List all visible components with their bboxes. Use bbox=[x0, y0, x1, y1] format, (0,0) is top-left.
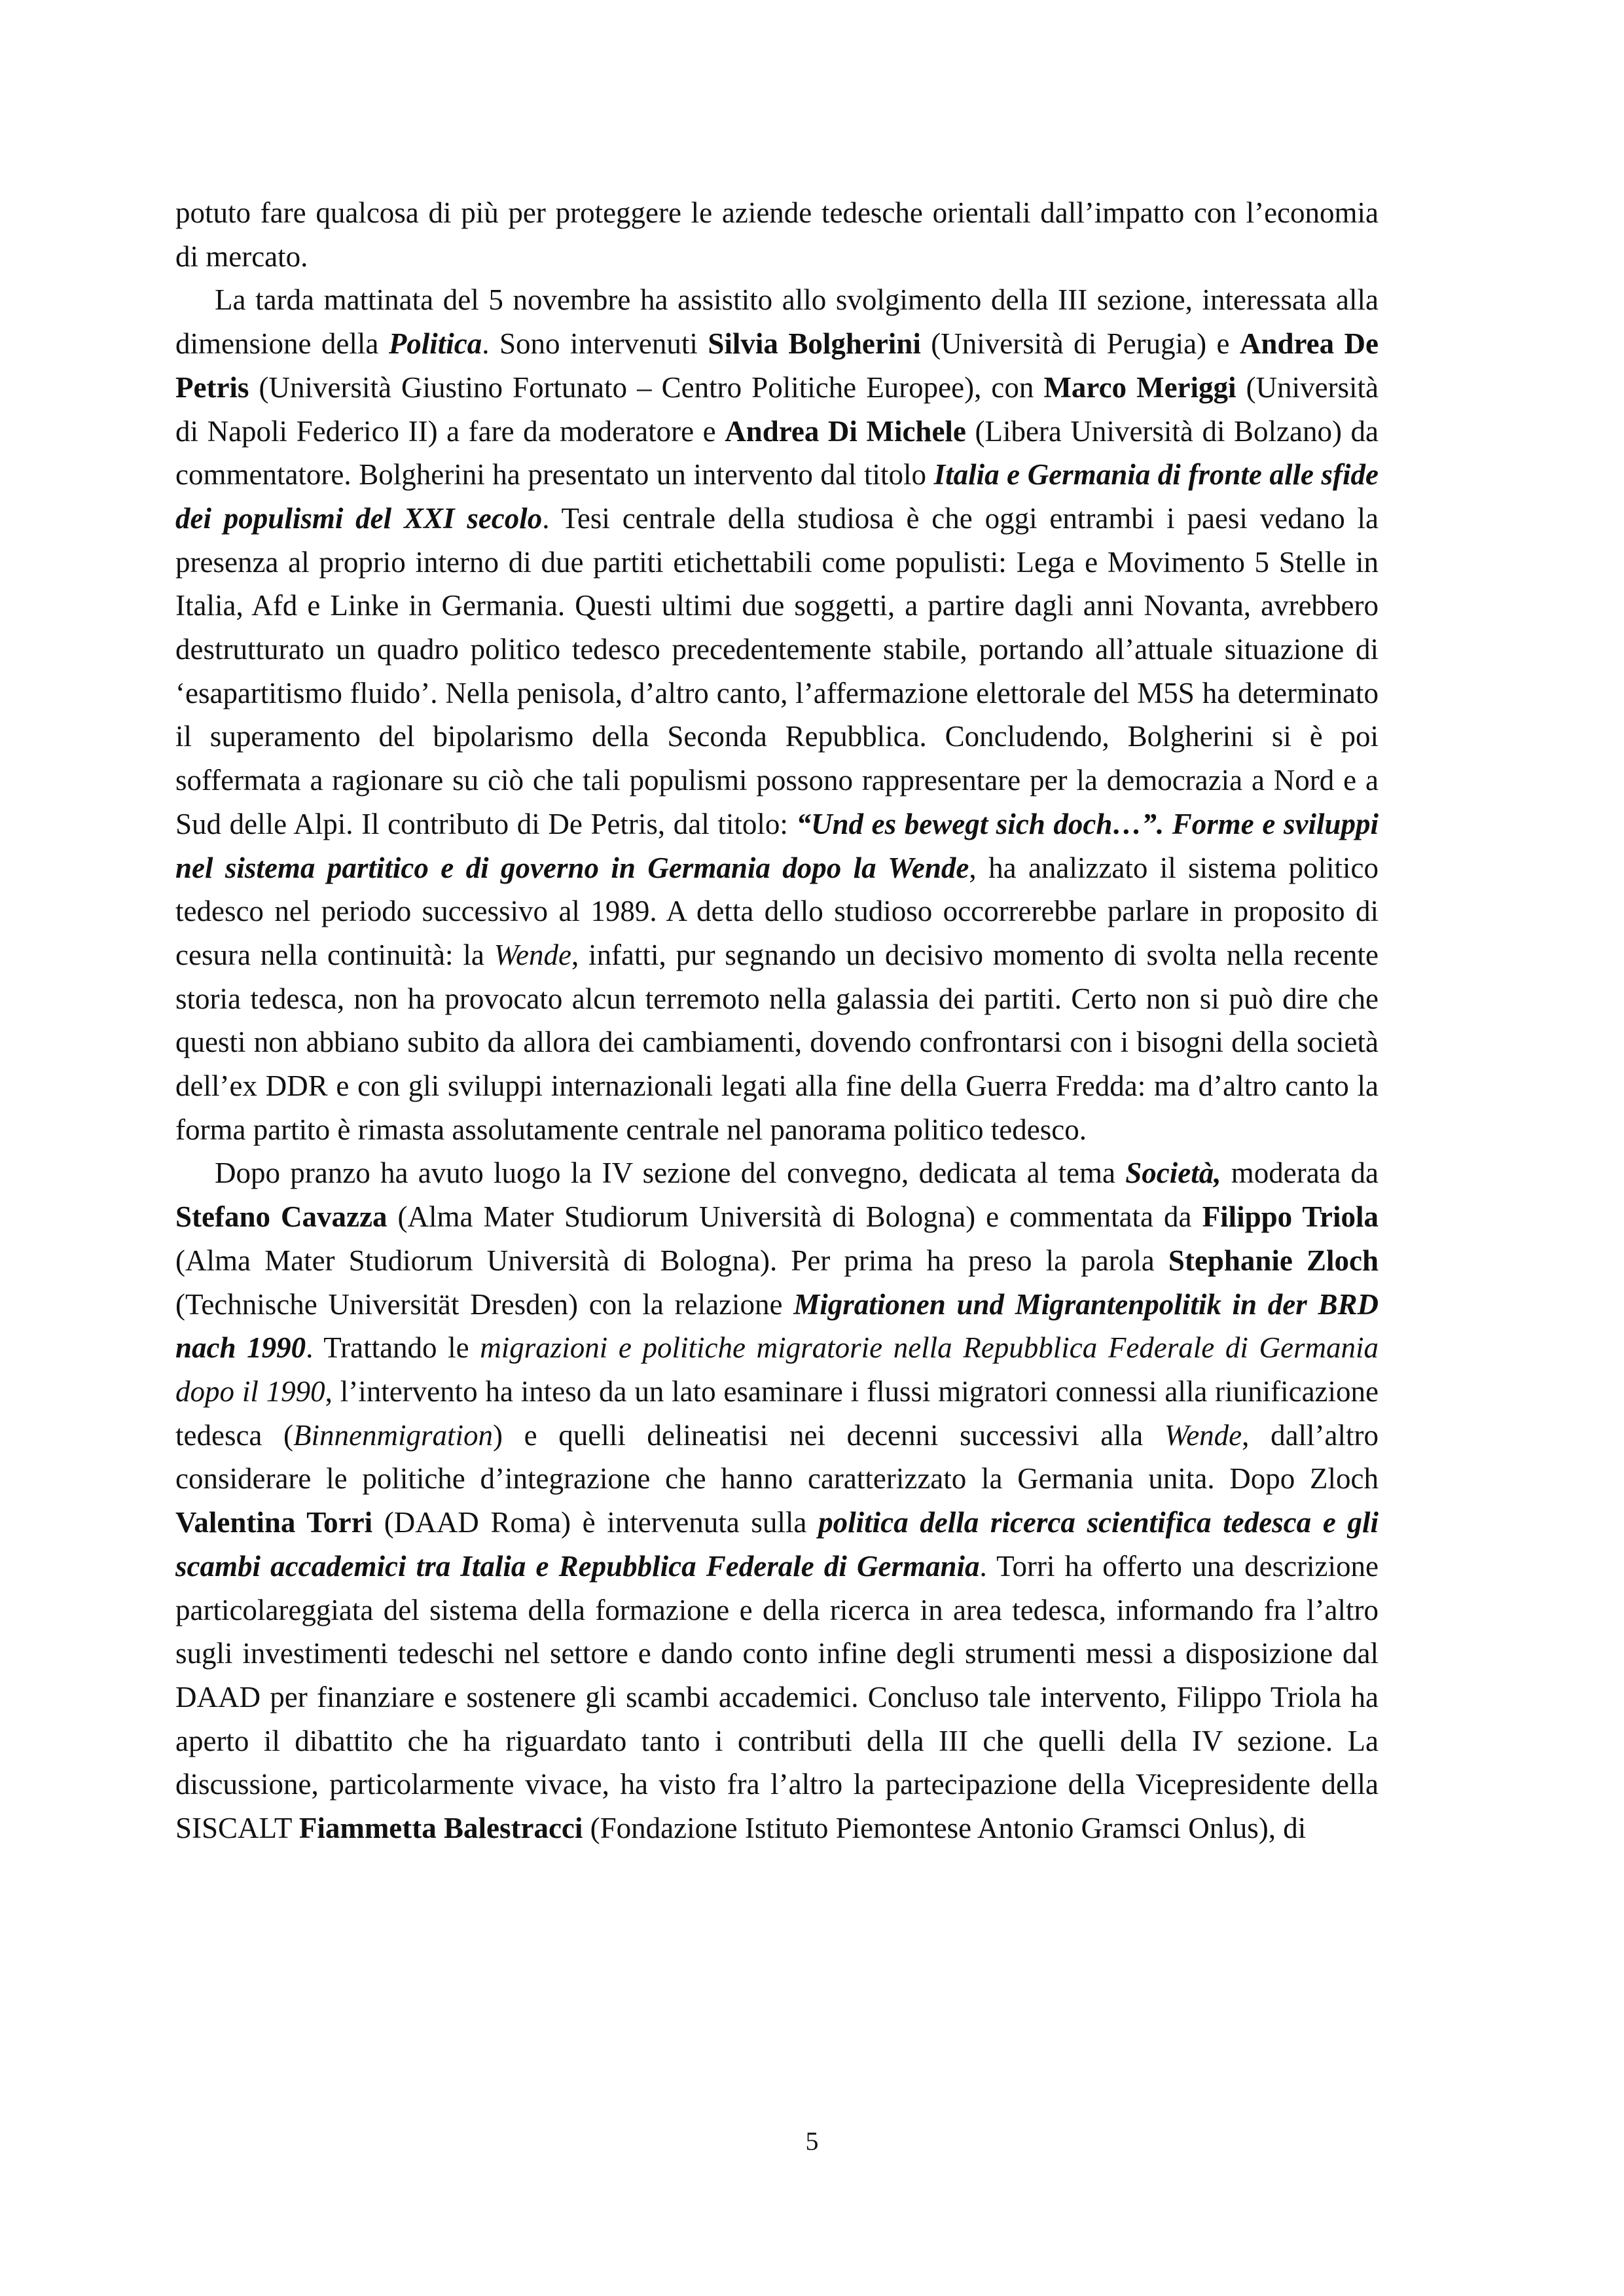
emphasized-text: Marco Meriggi bbox=[1043, 370, 1236, 404]
emphasized-text: Wende bbox=[494, 938, 571, 971]
text-run: (Fondazione Istituto Piemontese Antonio Gramsci Onlus), di bbox=[583, 1812, 1307, 1845]
text-run: (Libera Università di Bolzano) da commentatore. Bolgherini ha presentato un intervento dal titolo bbox=[175, 414, 1379, 492]
emphasized-text: Migrationen und Migrantenpolitik in der BRD nach 1990 bbox=[175, 1287, 1379, 1365]
text-run: , l’intervento ha inteso da un lato esaminare i flussi migratori connessi alla riunificazione tedesca ( bbox=[175, 1374, 1379, 1452]
text-run: . Trattando le bbox=[306, 1331, 480, 1365]
text-run: moderata da bbox=[1221, 1157, 1379, 1190]
paragraph-intro bbox=[175, 191, 1379, 278]
emphasized-text: “Und es bewegt sich doch…”. Forme e sviluppi nel sistema partitico e di governo in Germania dopo la Wende bbox=[175, 807, 1379, 884]
emphasized-text: Filippo Triola bbox=[1202, 1200, 1379, 1234]
emphasized-text: Silvia Bolgherini bbox=[708, 327, 921, 361]
emphasized-text: Politica bbox=[388, 327, 482, 361]
text-run: (Alma Mater Studiorum Università di Bologna) e commentata da bbox=[387, 1200, 1202, 1234]
text-run: (Università di Perugia) e bbox=[920, 327, 1240, 361]
emphasized-text: Italia e Germania di fronte alle sfide dei populismi del XXI secolo bbox=[175, 458, 1379, 535]
text-run: . Tesi centrale della studiosa è che oggi entrambi i paesi vedano la presenza al proprio interno di due partiti etichettabili come populisti: Lega e Movimento 5 Stelle in Italia, Afd e Linke in Germania. Questi ultimi due soggetti, a partire dagli anni Novanta, avrebbero destrutturato un quadro politico tedesco precedentemente stabile, portando all’attuale situazione di ‘esapartitismo fluido’. Nella penisola, d’altro canto, l’affermazione elettorale del M5S ha determinato il superamento del bipolarismo della Seconda Repubblica. Concludendo, Bolgherini si è poi soffermata a ragionare su ciò che tali populismi possono rappresentare per la democrazia a Nord e a Sud delle Alpi. Il contributo di De Petris, dal titolo: bbox=[175, 501, 1379, 840]
emphasized-text: Wende bbox=[1164, 1418, 1242, 1452]
text-run: (Università Giustino Fortunato – Centro Politiche Europee), con bbox=[249, 370, 1044, 404]
text-run: , ha analizzato il sistema politico tedesco nel periodo successivo al 1989. A detta dello studioso occorrerebbe parlare in proposito di cesura nella continuità: la bbox=[175, 851, 1379, 971]
text-run: potuto fare qualcosa di più per proteggere le aziende tedesche orientali dall’impatto con l’economia di mercato. bbox=[175, 196, 1379, 273]
emphasized-text: migrazioni e politiche migratorie nella Repubblica Federale di Germania dopo il 1990 bbox=[175, 1331, 1379, 1408]
emphasized-text: Fiammetta Balestracci bbox=[298, 1812, 583, 1845]
text-run: , dall’altro considerare le politiche d’integrazione che hanno caratterizzato la Germania unita. Dopo Zloch bbox=[175, 1418, 1379, 1496]
page-number: 5 bbox=[805, 2126, 819, 2156]
text-run: . Sono intervenuti bbox=[482, 327, 708, 361]
text-run: Dopo pranzo ha avuto luogo la IV sezione del convegno, dedicata al tema bbox=[215, 1157, 1126, 1190]
emphasized-text: Società, bbox=[1125, 1157, 1221, 1190]
emphasized-text: Stefano Cavazza bbox=[175, 1200, 388, 1234]
emphasized-text: Binnenmigration bbox=[293, 1418, 494, 1452]
text-run: (Alma Mater Studiorum Università di Bologna). Per prima ha preso la parola bbox=[175, 1244, 1168, 1277]
emphasized-text: Andrea Di Michele bbox=[725, 414, 966, 448]
emphasized-text: Andrea De Petris bbox=[175, 327, 1379, 404]
text-run: . Torri ha offerto una descrizione particolareggiata del sistema della formazione e della ricerca in area tedesca, informando fra l’altro sugli investimenti tedeschi nel settore e dando conto infine degli strumenti messi a disposizione dal DAAD per finanziare e sostenere gli scambi accademici. Concluso tale intervento, Filippo Triola ha aperto il dibattito che ha riguardato tanto i contributi della III che quelli della IV sezione. La discussione, particolarmente vivace, ha visto fra l’altro la partecipazione della Vicepresidente della SISCALT bbox=[175, 1549, 1379, 1845]
paragraph-sezione-iii bbox=[175, 278, 1379, 1151]
text-run: (Technische Universität Dresden) con la relazione bbox=[175, 1287, 794, 1321]
emphasized-text: politica della ricerca scientifica tedesca e gli scambi accademici tra Italia e Repubblica Federale di Germania bbox=[175, 1506, 1379, 1583]
paragraph-sezione-iv bbox=[175, 1151, 1379, 1850]
emphasized-text: Valentina Torri bbox=[175, 1506, 373, 1539]
text-run: La tarda mattinata del 5 novembre ha assistito allo svolgimento della III sezione, interessata alla dimensione della bbox=[175, 283, 1379, 361]
text-run: (Università di Napoli Federico II) a fare da moderatore e bbox=[175, 370, 1379, 448]
text-run: (DAAD Roma) è intervenuta sulla bbox=[372, 1506, 819, 1539]
emphasized-text: Stephanie Zloch bbox=[1168, 1244, 1379, 1277]
text-run: , infatti, pur segnando un decisivo momento di svolta nella recente storia tedesca, non ha provocato alcun terremoto nella galassia dei partiti. Certo non si può dire che questi non abbiano subito da allora dei cambiamenti, dovendo confrontarsi con i bisogni della società dell’ex DDR e con gli sviluppi internazionali legati alla fine della Guerra Fredda: ma d’altro canto la forma partito è rimasta assolutamente centrale nel panorama politico tedesco. bbox=[175, 938, 1379, 1146]
text-run: ) e quelli delineatisi nei decenni successivi alla bbox=[493, 1418, 1164, 1452]
document-page bbox=[175, 191, 1379, 1850]
